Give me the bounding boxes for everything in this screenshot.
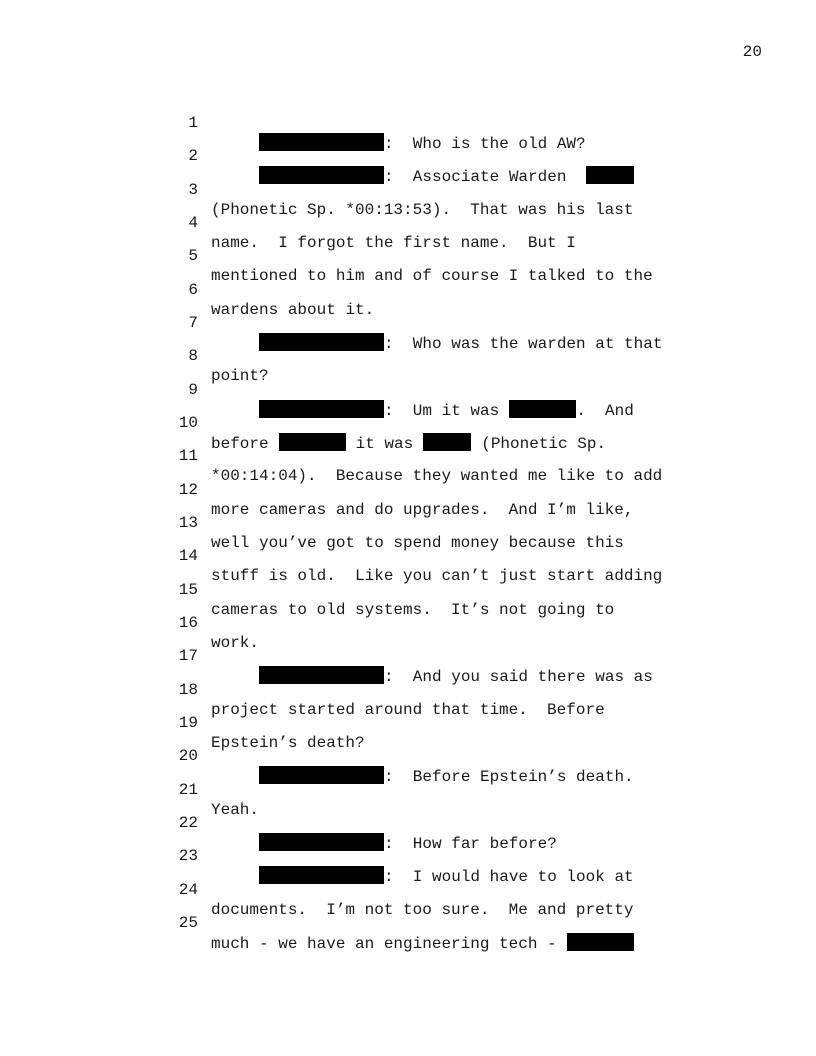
line-text: project started around that time. Before [211, 701, 605, 719]
line-text [259, 833, 557, 854]
line-text: *00:14:04). Because they wanted me like to add [211, 467, 663, 485]
line-number: 16 [178, 614, 198, 632]
transcript-line [0, 593, 260, 652]
line-text-segment: : How far before? [384, 835, 557, 853]
line-text [259, 400, 634, 421]
line-number: 18 [178, 681, 198, 699]
line-text [211, 433, 606, 454]
line-text [259, 866, 634, 887]
line-number: 24 [178, 881, 198, 899]
line-text-segment: : Um it was [384, 402, 500, 420]
transcript-line [0, 260, 375, 319]
line-number: 1 [188, 114, 198, 132]
line-text [259, 166, 634, 187]
line-number: 13 [178, 514, 198, 532]
redaction-box [259, 666, 384, 684]
line-text: point? [211, 367, 269, 385]
line-text: more cameras and do upgrades. And I’m like, [211, 501, 634, 519]
redaction-box [423, 433, 471, 451]
line-text [211, 933, 634, 954]
line-number: 23 [178, 847, 198, 865]
redaction-box [259, 333, 384, 351]
redaction-box [586, 166, 634, 184]
redaction-box [259, 133, 384, 151]
redaction-box [259, 400, 384, 418]
line-number: 17 [178, 647, 198, 665]
line-text-segment: before [211, 435, 269, 453]
line-text [259, 133, 586, 154]
line-text-segment: : And you said there was as [384, 668, 653, 686]
line-number: 14 [178, 547, 198, 565]
line-text [259, 666, 653, 687]
line-number: 7 [188, 314, 198, 332]
line-text [259, 333, 662, 354]
transcript-line [0, 693, 365, 752]
line-text: mentioned to him and of course I talked to the [211, 267, 653, 285]
line-text [259, 766, 634, 787]
line-number: 15 [178, 581, 198, 599]
line-text: documents. I’m not too sure. Me and pretty [211, 901, 634, 919]
line-number: 21 [178, 781, 198, 799]
line-number: 6 [188, 281, 198, 299]
transcript-line [0, 326, 269, 385]
line-number: 2 [188, 147, 198, 165]
line-text: well you’ve got to spend money because this [211, 534, 624, 552]
redaction-box [259, 166, 384, 184]
transcript-line [0, 760, 260, 819]
line-number: 3 [188, 181, 198, 199]
transcript-line [0, 93, 586, 153]
redaction-box [259, 866, 384, 884]
line-text: wardens about it. [211, 301, 375, 319]
line-text-segment: . And [576, 402, 634, 420]
line-text-segment: : Before Epstein’s death. [384, 768, 634, 786]
line-text-segment: (Phonetic Sp. [481, 435, 607, 453]
line-number: 12 [178, 481, 198, 499]
line-text-segment: : Who was the warden at that [384, 335, 663, 353]
line-text: Epstein’s death? [211, 734, 365, 752]
line-text-segment: : Associate Warden [384, 168, 567, 186]
transcript-line [0, 726, 634, 786]
line-text-segment: : I would have to look at [384, 868, 634, 886]
redaction-box [259, 833, 384, 851]
line-number: 22 [178, 814, 198, 832]
line-text-segment: : Who is the old AW? [384, 135, 586, 153]
line-number: 5 [188, 247, 198, 265]
line-text-segment: it was [355, 435, 414, 453]
redaction-box [279, 433, 346, 451]
line-text-segment: much - we have an engineering tech - [211, 935, 557, 953]
page-number: 20 [742, 43, 762, 61]
line-number: 10 [178, 414, 198, 432]
line-text: work. [211, 634, 260, 652]
line-number: 19 [178, 714, 198, 732]
line-text: (Phonetic Sp. *00:13:53). That was his last [211, 201, 634, 219]
line-number: 9 [188, 381, 198, 399]
line-text: cameras to old systems. It’s not going to [211, 601, 615, 619]
redaction-box [259, 766, 384, 784]
line-number: 4 [188, 214, 198, 232]
line-text: name. I forgot the first name. But I [211, 234, 576, 252]
line-number: 20 [178, 747, 198, 765]
line-text: stuff is old. Like you can’t just start adding [211, 567, 663, 585]
line-number: 8 [188, 347, 198, 365]
line-text: Yeah. [211, 801, 260, 819]
line-number: 11 [178, 447, 198, 465]
redaction-box [509, 400, 576, 418]
line-number: 25 [178, 914, 198, 932]
redaction-box [567, 933, 634, 951]
